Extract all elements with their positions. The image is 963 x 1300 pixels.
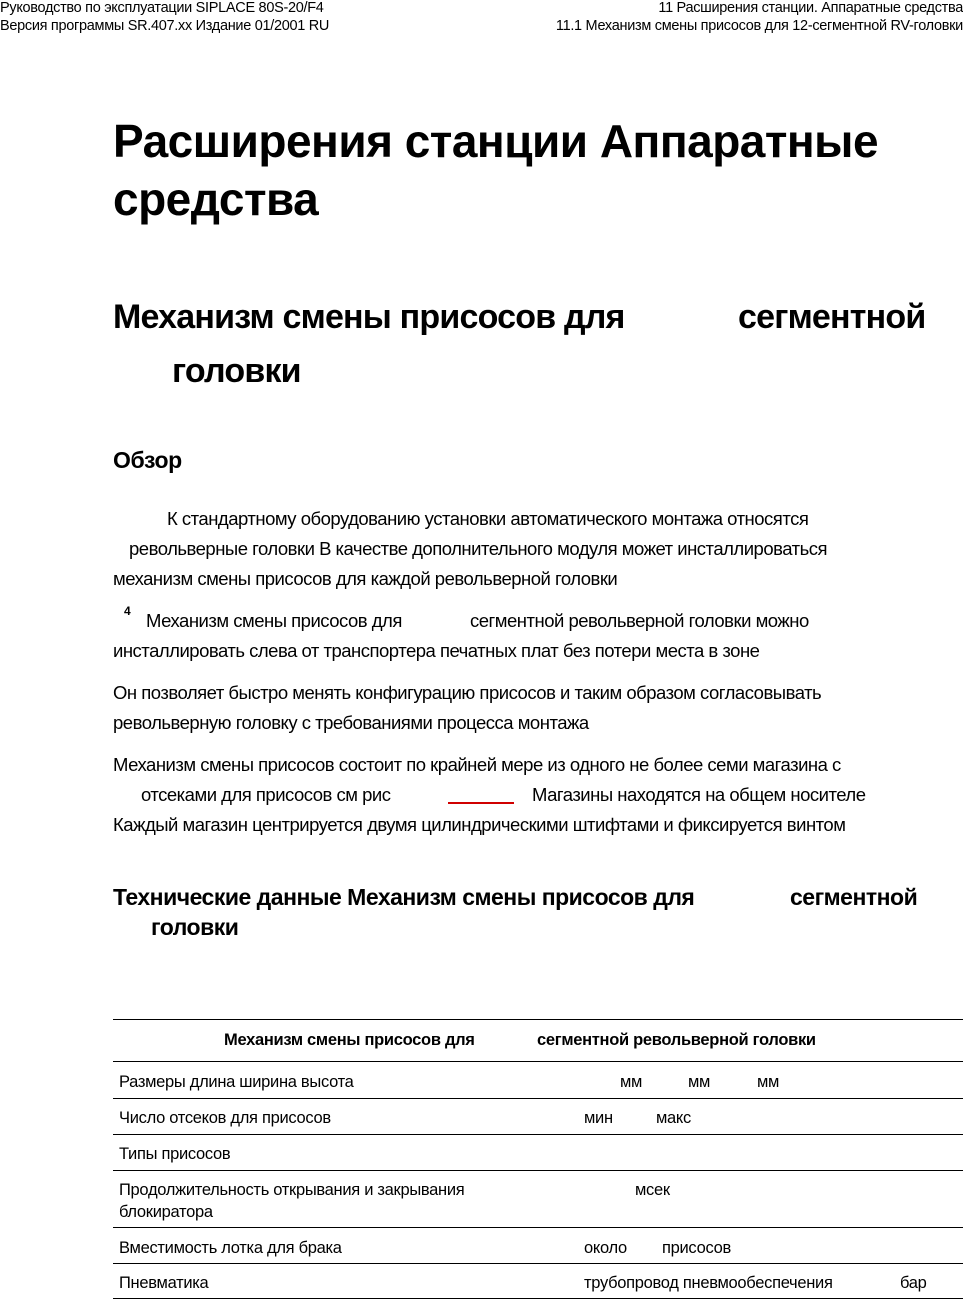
tech-heading-line2: головки: [151, 914, 239, 940]
overview-para4-line3: Каждый магазин центрируется двумя цилиндрическими штифтами и фиксируется винтом: [113, 814, 846, 835]
table-row-label: Типы присосов: [119, 1145, 231, 1163]
overview-para2-line2: инсталлировать слева от транспортера печатных плат без потери места в зоне: [113, 640, 760, 661]
section-title-line2: головки: [172, 352, 301, 390]
header-manual-title: Руководство по эксплуатации SIPLACE 80S-20/F4: [0, 0, 324, 16]
table-header-b: сегментной револьверной головки: [537, 1031, 816, 1049]
table-row-label: блокиратора: [119, 1203, 213, 1221]
table-row-label: Продолжительность открывания и закрывания: [119, 1181, 465, 1199]
table-rule: [113, 1098, 963, 1099]
table-rule-top: [113, 1019, 963, 1020]
table-rule: [113, 1170, 963, 1171]
overview-para2-line1a: Механизм смены присосов для: [146, 610, 402, 631]
table-row-value: трубопровод пневмообеспечения: [584, 1274, 833, 1292]
header-section: 11.1 Механизм смены присосов для 12-сегментной RV-головки: [555, 18, 963, 34]
table-row-value: мм: [757, 1073, 780, 1091]
section-title-part2: сегментной: [738, 298, 926, 336]
table-row-value: около: [584, 1239, 627, 1257]
overview-para1-line1: К стандартному оборудованию установки автоматического монтажа относятся: [167, 508, 809, 529]
overview-para4-line2b: Магазины находятся на общем носителе: [532, 784, 866, 805]
table-row-value: мин: [584, 1109, 613, 1127]
superscript-note: 4: [124, 604, 131, 618]
overview-para3-line1: Он позволяет быстро менять конфигурацию присосов и таким образом согласовывать: [113, 682, 822, 703]
table-row-label: Число отсеков для присосов: [119, 1109, 331, 1127]
section-title-part1: Механизм смены присосов для: [113, 298, 625, 336]
header-version: Версия программы SR.407.xx Издание 01/2001 RU: [0, 18, 330, 34]
table-rule: [113, 1227, 963, 1228]
table-header-a: Механизм смены присосов для: [224, 1031, 475, 1049]
overview-heading: Обзор: [113, 447, 182, 473]
table-row-value: присосов: [662, 1239, 731, 1257]
table-row-label: Вместимость лотка для брака: [119, 1239, 342, 1257]
table-row-value: мм: [688, 1073, 711, 1091]
table-row-value: бар: [900, 1274, 927, 1292]
table-rule: [113, 1061, 963, 1062]
overview-para1-line2: револьверные головки В качестве дополнительного модуля может инсталлироваться: [129, 538, 827, 559]
overview-para3-line2: револьверную головку с требованиями процесса монтажа: [113, 712, 589, 733]
chapter-title-line1: Расширения станции Аппаратные: [113, 115, 879, 167]
table-row-value: мсек: [635, 1181, 670, 1199]
table-row-label: Пневматика: [119, 1274, 209, 1292]
tech-heading-part1: Технические данные Механизм смены присосов для: [113, 884, 695, 910]
overview-para2-line1b: сегментной револьверной головки можно: [470, 610, 809, 631]
overview-para4-line1: Механизм смены присосов состоит по крайней мере из одного не более семи магазина с: [113, 754, 841, 775]
tech-heading-part2: сегментной: [790, 884, 918, 910]
overview-para1-line3: механизм смены присосов для каждой револьверной головки: [113, 568, 618, 589]
table-row-label: Размеры длина ширина высота: [119, 1073, 354, 1091]
overview-para4-line2a: отсеками для присосов см рис: [141, 784, 391, 805]
table-rule: [113, 1134, 963, 1135]
table-row-value: макс: [656, 1109, 691, 1127]
header-chapter: 11 Расширения станции. Аппаратные средства: [658, 0, 963, 16]
table-rule: [113, 1263, 963, 1264]
chapter-title-line2: средства: [113, 173, 319, 225]
table-rule-bottom: [113, 1298, 963, 1299]
table-row-value: мм: [620, 1073, 643, 1091]
figure-reference-link[interactable]: [448, 802, 514, 804]
